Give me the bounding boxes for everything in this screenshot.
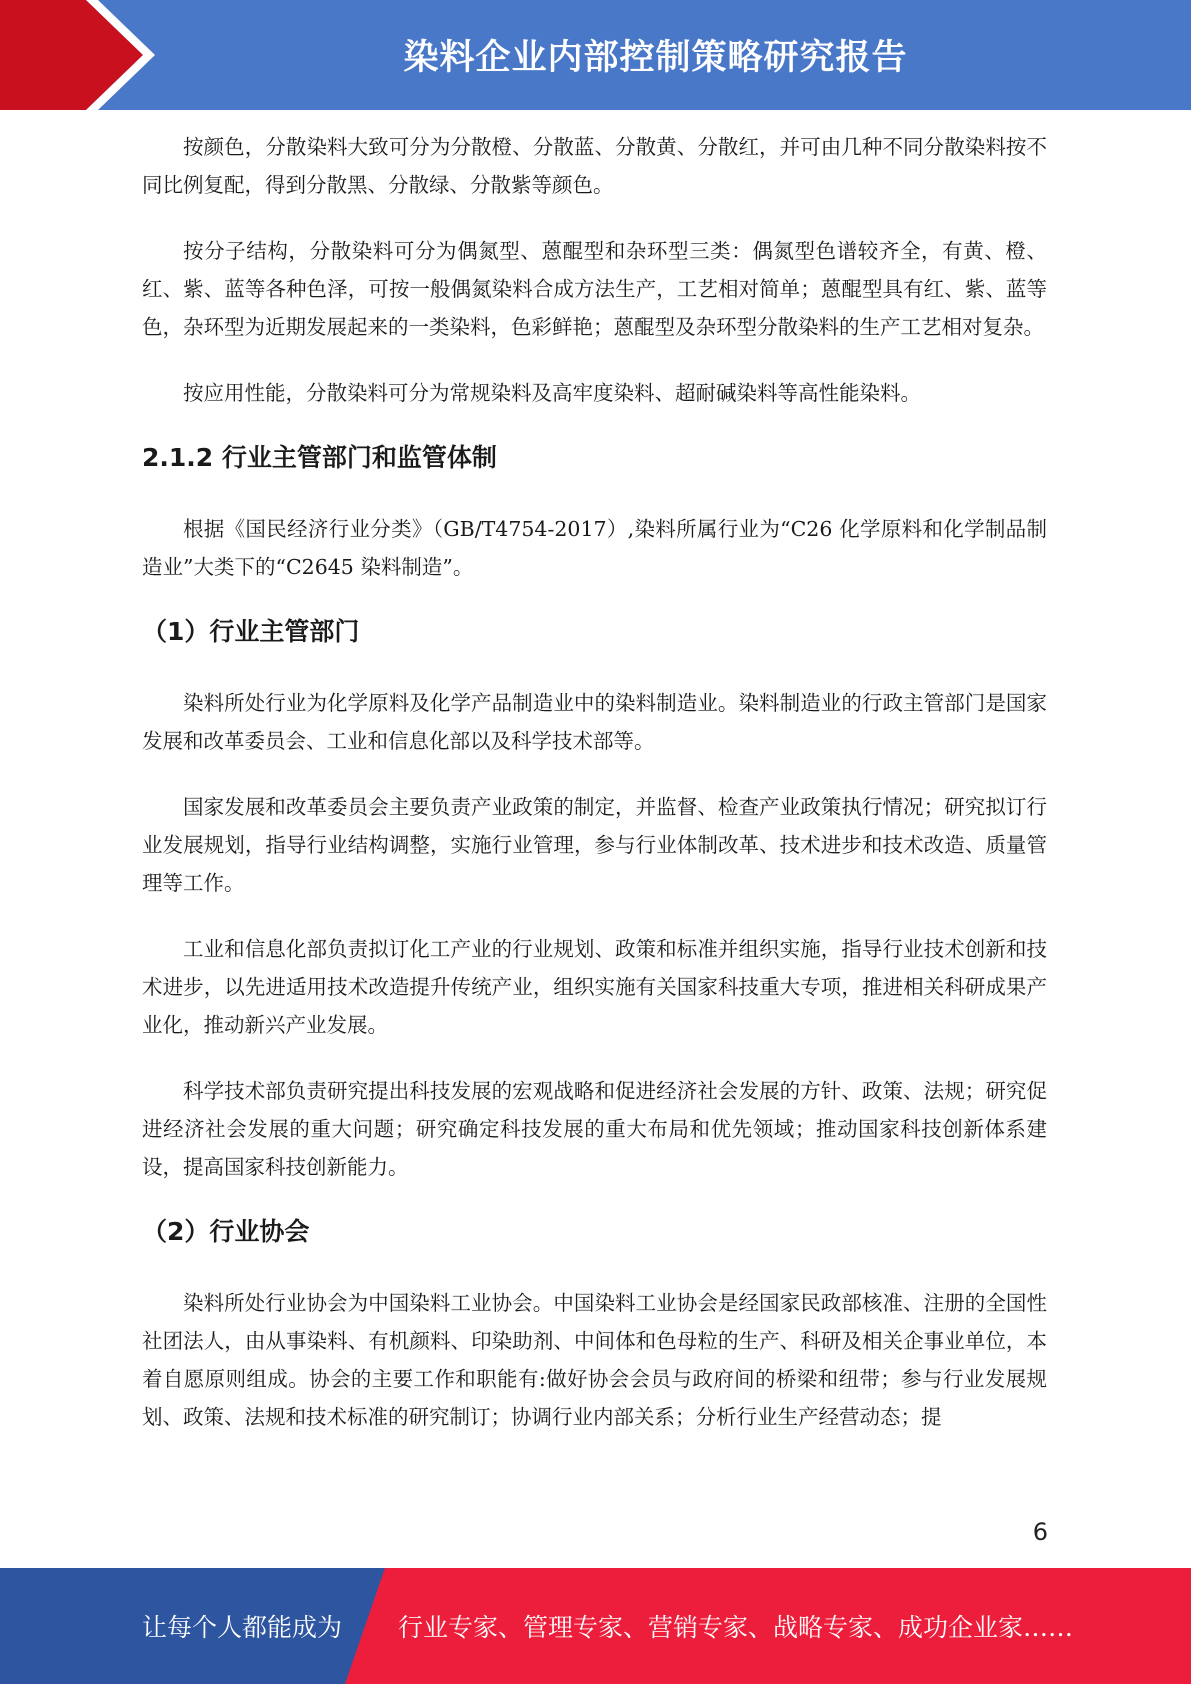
- document-body: [142, 128, 1047, 1464]
- page-footer: [0, 1568, 1191, 1684]
- header-arrow-decoration: [0, 0, 230, 110]
- report-title: 染料企业内部控制策略研究报告: [403, 38, 908, 78]
- page-number: 6: [1032, 1518, 1048, 1546]
- footer-slogan-left: 让每个人都能成为: [142, 1613, 343, 1642]
- paragraph-authorities-intro: 染料所处行业为化学原料及化学产品制造业中的染料制造业。染料制造业的行政主管部门是国家发展和改革委员会、工业和信息化部以及科学技术部等。: [142, 691, 1047, 753]
- section-heading-2-1-2: 2.1.2 行业主管部门和监管体制: [142, 443, 497, 472]
- paragraph-molecular-structure: 按分子结构，分散染料可分为偶氮型、蒽醌型和杂环型三类：偶氮型色谱较齐全，有黄、橙、红、紫、蓝等各种色泽，可按一般偶氮染料合成方法生产，工艺相对简单；蒽醌型具有红、紫、蓝等色，杂环型为近期发展起来的一类染料，色彩鲜艳；蒽醌型及杂环型分散染料的生产工艺相对复杂。: [142, 239, 1047, 339]
- footer-slogan-right: 行业专家、管理专家、营销专家、战略专家、成功企业家……: [398, 1613, 1074, 1642]
- subsection-heading-association: （2）行业协会: [142, 1217, 310, 1246]
- paragraph-industry-classification: 根据《国民经济行业分类》（GB/T4754-2017）,染料所属行业为“C26 化学原料和化学制品制造业”大类下的“C2645 染料制造”。: [142, 517, 1047, 579]
- paragraph-color-classification: 按颜色，分散染料大致可分为分散橙、分散蓝、分散黄、分散红，并可由几种不同分散染料按不同比例复配，得到分散黑、分散绿、分散紫等颜色。: [142, 135, 1047, 197]
- paragraph-ndrc: 国家发展和改革委员会主要负责产业政策的制定，并监督、检查产业政策执行情况；研究拟订行业发展规划，指导行业结构调整，实施行业管理，参与行业体制改革、技术进步和技术改造、质量管理等工作。: [142, 795, 1047, 895]
- page-header: [0, 0, 1191, 110]
- paragraph-application-performance: 按应用性能，分散染料可分为常规染料及高牢度染料、超耐碱染料等高性能染料。: [183, 381, 921, 405]
- paragraph-association: 染料所处行业协会为中国染料工业协会。中国染料工业协会是经国家民政部核准、注册的全国性社团法人，由从事染料、有机颜料、印染助剂、中间体和色母粒的生产、科研及相关企事业单位，本着自愿原则组成。协会的主要工作和职能有:做好协会会员与政府间的桥梁和纽带；参与行业发展规划、政策、法规和技术标准的研究制订；协调行业内部关系；分析行业生产经营动态；提: [142, 1291, 1047, 1429]
- paragraph-miit: 工业和信息化部负责拟订化工产业的行业规划、政策和标准并组织实施，指导行业技术创新和技术进步，以先进适用技术改造提升传统产业，组织实施有关国家科技重大专项，推进相关科研成果产业化，推动新兴产业发展。: [142, 937, 1047, 1037]
- paragraph-most: 科学技术部负责研究提出科技发展的宏观战略和促进经济社会发展的方针、政策、法规；研究促进经济社会发展的重大问题；研究确定科技发展的重大布局和优先领域；推动国家科技创新体系建设，提高国家科技创新能力。: [142, 1079, 1047, 1179]
- subsection-heading-authorities: （1）行业主管部门: [142, 617, 360, 646]
